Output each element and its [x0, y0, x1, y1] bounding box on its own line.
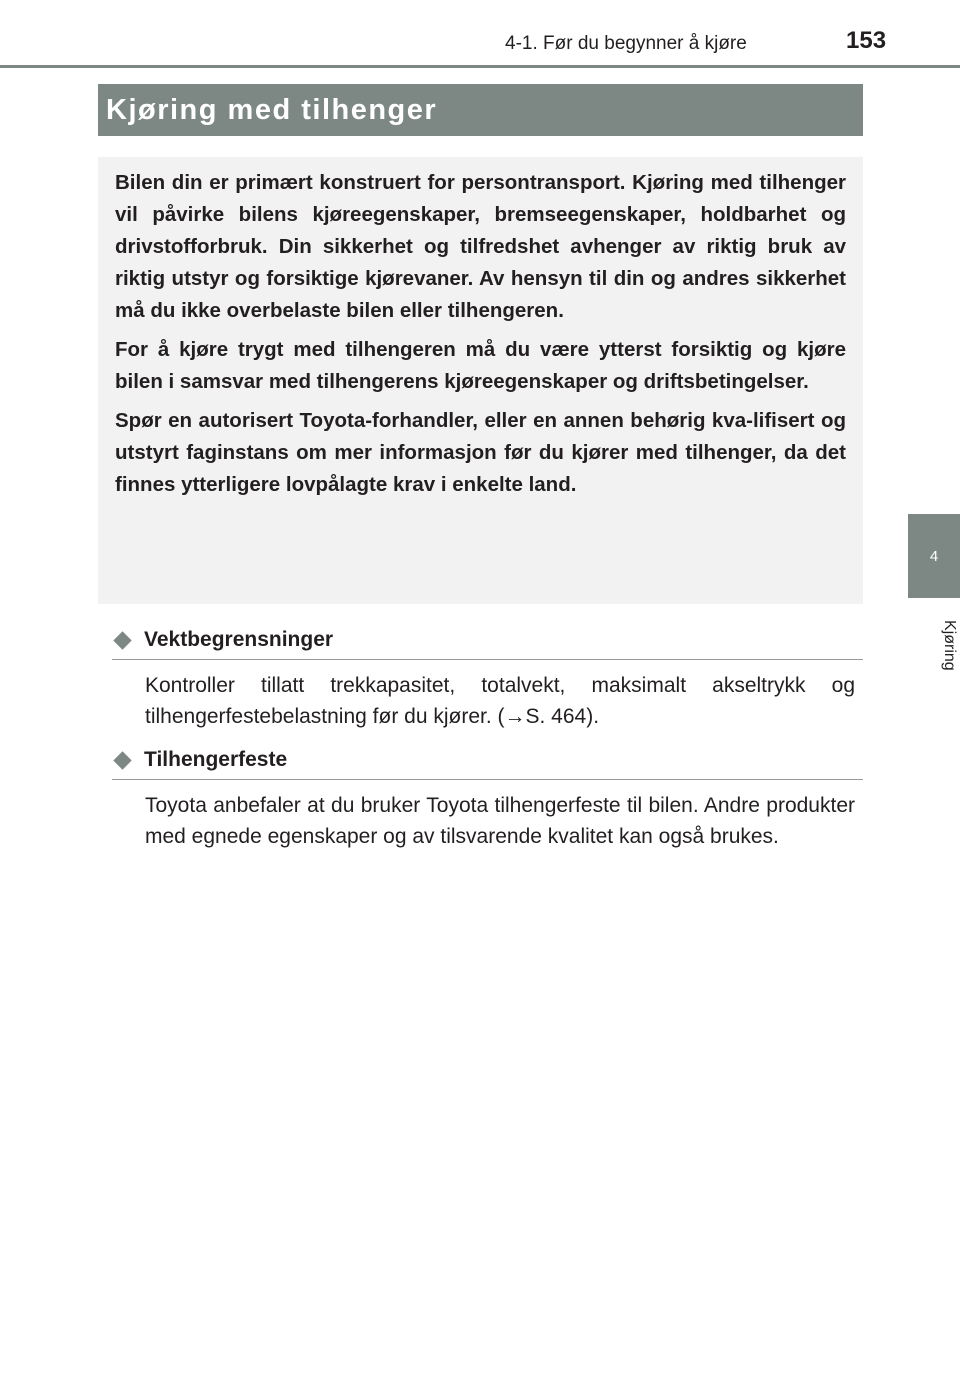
section-body: Toyota anbefaler at du bruker Toyota tilhengerfeste til bilen. Andre produkter med egnede egenskaper og av tilsvarende kvalitet kan også brukes. [145, 794, 855, 848]
header-section-title: 4-1. Før du begynner å kjøre [505, 33, 747, 54]
intro-paragraph: For å kjøre trygt med tilhengeren må du være ytterst forsiktig og kjøre bilen i samsvar med tilhengerens kjøreegenskaper og driftsbetingelser. [115, 338, 846, 393]
section-title: Tilhengerfeste [144, 748, 288, 771]
chapter-number: 4 [929, 547, 939, 565]
section-weight-limits [112, 625, 863, 732]
header-divider [0, 65, 960, 68]
title-bar [98, 84, 863, 136]
section-body: Kontroller tillatt trekkapasitet, totalvekt, maksimalt akseltrykk og tilhengerfestebelastning før du kjører. (→S. 464). [145, 674, 855, 728]
chapter-tab [908, 514, 960, 598]
section-title: Vektbegrensninger [144, 628, 334, 651]
diamond-icon [113, 751, 131, 769]
section-tow-hitch [112, 745, 863, 852]
chapter-label: Kjøring [941, 619, 958, 671]
page-number: 153 [846, 27, 887, 54]
diamond-icon [113, 631, 131, 649]
section-heading [112, 625, 863, 660]
section-heading [112, 745, 863, 780]
intro-paragraph: Spør en autorisert Toyota-forhandler, eller en annen behørig kva-lifisert og utstyrt faginstans om mer informasjon før du kjører med tilhenger, da det finnes ytterligere lovpålagte krav i enkelte land. [115, 409, 846, 496]
intro-paragraph: Bilen din er primært konstruert for persontransport. Kjøring med tilhenger vil påvirke bilens kjøreegenskaper, bremseegenskaper, holdbarhet og drivstofforbruk. Din sikkerhet og tilfredshet avhenger av riktig bruk av riktig utstyr og forsiktige kjørevaner. Av hensyn til din og andres sikkerhet må du ikke overbelaste bilen eller tilhengeren. [115, 171, 846, 322]
intro-box [98, 157, 863, 604]
page-title: Kjøring med tilhenger [106, 93, 438, 126]
